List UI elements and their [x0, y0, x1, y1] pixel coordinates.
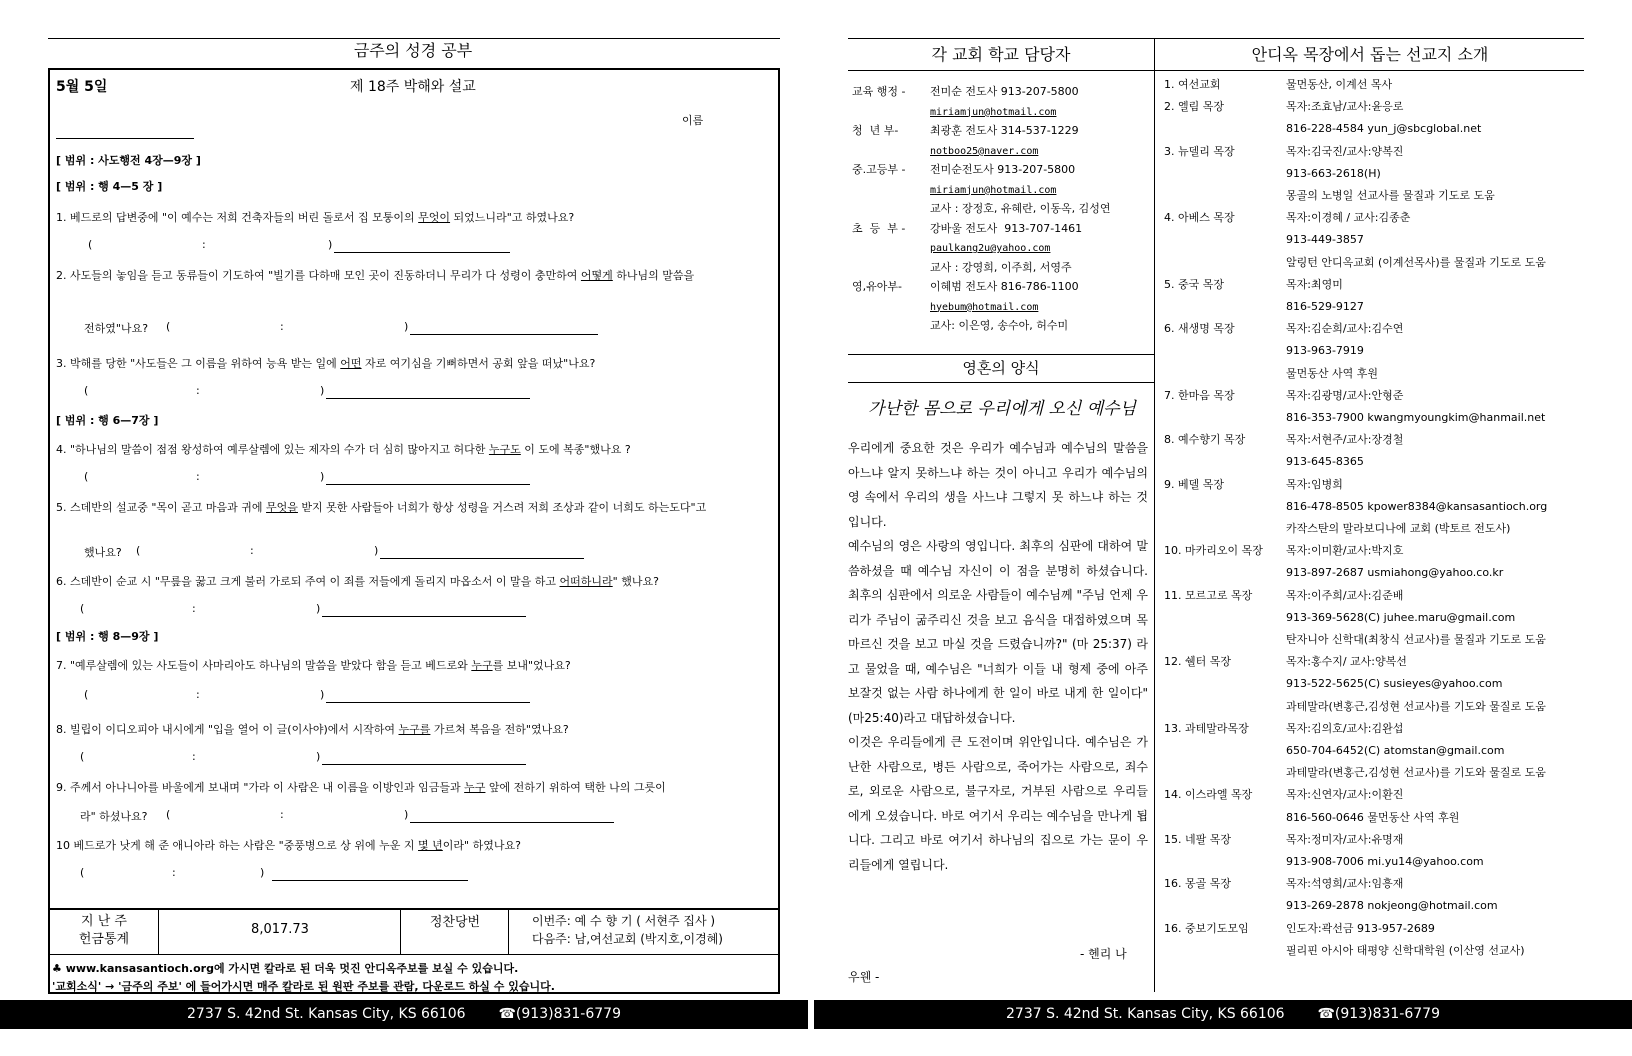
answer-1-line[interactable] [334, 252, 510, 253]
staff-email-link[interactable]: miriamjun@hotmail.com [930, 106, 1057, 118]
mission-detail: 913-449-3857 [1286, 233, 1364, 247]
range-2: [ 범위 : 행 6—7장 ] [56, 414, 159, 427]
mission-group: 2. 엘림 목장 [1164, 100, 1224, 114]
footer-address-right: 2737 S. 42nd St. Kansas City, KS 66106 [1006, 1006, 1285, 1022]
stats-divider-1 [158, 908, 159, 954]
mission-detail: 카작스탄의 말라보디나에 교회 (박토르 전도사) [1286, 522, 1511, 535]
mission-detail: 알링턴 안디옥교회 (이계선목사)를 물질과 기도로 도움 [1286, 255, 1546, 269]
mission-group: 4. 아베스 목장 [1164, 211, 1235, 225]
devotion-paragraph-1: 우리에게 중요한 것은 우리가 예수님과 예수님의 말씀을 아느냐 알지 못하느냐 하는 것이 아니고 우리가 예수님의 영 속에서 우리의 생을 사느냐 그렇지 못 하느냐 하는 것입니다. [848, 441, 1148, 529]
answer-6-colon: : [192, 602, 196, 615]
staff-row [852, 199, 1110, 219]
answer-4-open: ( [84, 470, 89, 483]
mission-detail: 목자:이주희/교사:김준배 [1286, 588, 1404, 602]
mission-detail: 913-522-5625(C) susieyes@yahoo.com [1286, 677, 1503, 691]
question-9: 9. 주께서 아나니아를 바울에게 보내며 "가라 이 사람은 내 이름을 이방인과 임금들과 누구 앞에 전하기 위하여 택한 나의 그릇이 [56, 781, 666, 794]
mission-detail: 과테말라(변홍근,김성현 선교사)를 기도와 물질로 도움 [1286, 766, 1546, 780]
mission-group: 16. 중보기도모임 [1164, 921, 1249, 935]
mission-group: 3. 뉴델리 목장 [1164, 144, 1235, 158]
stats-label-2: 헌금통계 [78, 932, 130, 947]
staff-email-link[interactable]: miriamjun@hotmail.com [930, 184, 1057, 196]
answer-7-colon: : [196, 688, 200, 701]
soul-heading: 영혼의 양식 [962, 359, 1040, 377]
question-5-cont: 했나요? [84, 546, 122, 559]
mission-group: 8. 예수향기 목장 [1164, 433, 1246, 447]
answer-5-colon: : [250, 544, 254, 557]
staff-info: 전미순 전도사 913-207-5800 [930, 85, 1079, 98]
answer-9-line[interactable] [410, 822, 614, 823]
answer-1-open: ( [88, 238, 93, 251]
mission-detail: 물먼동산 사역 후원 [1286, 366, 1379, 380]
answer-9-close: ) [404, 808, 409, 821]
staff-info: 교사 : 강영희, 이주희, 서영주 [930, 260, 1072, 274]
mission-group: 6. 새생명 목장 [1164, 322, 1235, 336]
mission-detail: 과테말라(변홍근,김성현 선교사)를 기도와 물질로 도움 [1286, 699, 1546, 713]
staff-info: 강바울 전도사 913-707-1461 [930, 221, 1083, 235]
mission-detail: 목자:조효남/교사:윤응로 [1286, 100, 1404, 114]
stats-divider-3 [508, 908, 509, 954]
answer-6-line[interactable] [322, 616, 526, 617]
staff-email-link[interactable]: paulkang2u@yahoo.com [930, 243, 1051, 254]
staff-row [852, 219, 1082, 239]
staff-label: 초 등 부 - [852, 221, 906, 235]
staff-heading: 각 교회 학교 담당자 [931, 45, 1071, 64]
mission-detail: 816-529-9127 [1286, 300, 1364, 313]
devotion-paragraph-3: 이것은 우리들에게 큰 도전이며 위안입니다. 예수님은 가난한 사람으로, 병든 사람으로, 죽어가는 사람으로, 죄수로, 외로운 사람으로, 불구자로, 거부된 사람으로 우리들에게 오셨습니다. 바로 여기서 우리는 예수님을 만나게 됩니다. 그리고 바로 여기서 하나님의 집으로 가는 문이 우리들에게 열립니다. [848, 735, 1148, 872]
answer-5-close: ) [374, 544, 379, 557]
staff-label: 중.고등부 - [852, 163, 906, 176]
footer-phone: ☎(913)831-6779 [498, 1006, 621, 1022]
mission-group: 14. 이스라엘 목장 [1164, 788, 1253, 802]
mission-detail: 목자:서현주/교사:장경철 [1286, 433, 1404, 447]
soul-head-rule [848, 382, 1154, 383]
name-line[interactable] [56, 138, 194, 139]
mission-group: 15. 네팔 목장 [1164, 832, 1231, 846]
offering-amount: 8,017.73 [251, 922, 309, 937]
mission-group: 1. 여선교회 [1164, 78, 1221, 91]
answer-1-close: ) [328, 238, 333, 251]
note-download: '교회소식' → '금주의 주보' 에 들어가시면 매주 칼라로 된 원판 주보를 관람, 다운로드 하실 수 있습니다. [52, 980, 555, 993]
answer-4-close: ) [320, 470, 325, 483]
answer-10-open: ( [80, 866, 85, 879]
staff-row [852, 297, 1038, 318]
mission-detail: 목자:홍수지/ 교사:양복선 [1286, 655, 1407, 669]
mission-detail: 816-228-4584 yun_j@sbcglobal.net [1286, 122, 1482, 136]
mission-detail: 913-369-5628(C) juhee.maru@gmail.com [1286, 610, 1516, 624]
range-main: [ 범위 : 사도행전 4장—9장 ] [56, 154, 201, 167]
answer-8-colon: : [192, 750, 196, 763]
question-9-cont: 라" 하셨나요? [80, 810, 148, 823]
staff-label: 교육 행정 - [852, 85, 906, 98]
devotion-paragraph-2: 예수님의 영은 사랑의 영입니다. 최후의 심판에 대하여 말씀하셨을 때 예수님 자신이 이 점을 분명히 하셨습니다. 최후의 심판에서 의로운 사람들이 예수님께 "주님 언제 우리가 주님이 굶주리신 것을 보고 음식을 대접하였으며 목 마르신 것을 보고 마실 것을 드렸습니까?" (마 25:37) 라고 물었을 때, 예수님은 "너희가 이들 내 형제 중에 아주 보잘것 없는 사람 하나에게 한 일이 바로 내게 한 일이다" (마25:40)라고 대답하셨습니다. [848, 539, 1148, 725]
question-4: 4. "하나님의 말씀이 점점 왕성하여 예루살렘에 있는 제자의 수가 더 심히 많아지고 허다한 누구도 이 도에 복종"했나요 ? [56, 443, 631, 456]
footer-left [0, 1000, 808, 1029]
answer-6-close: ) [316, 602, 321, 615]
staff-label: 영,유아부- [852, 280, 902, 293]
answer-3-close: ) [320, 384, 325, 397]
mission-detail: 목자:석영희/교사:임흥재 [1286, 877, 1404, 891]
answer-4-colon: : [196, 470, 200, 483]
staff-label: 청 년 부- [852, 124, 899, 137]
mission-detail: 목자:김광명/교사:안형준 [1286, 388, 1404, 402]
lesson-date: 5월 5일 [56, 79, 108, 95]
mission-detail: 목자:김의호/교사:김완섭 [1286, 721, 1404, 735]
mission-detail: 913-645-8365 [1286, 455, 1364, 469]
question-7: 7. "예루살렘에 있는 사도들이 사마리아도 하나님의 말씀을 받았다 함을 듣고 베드로와 누구를 보내"었나요? [56, 659, 571, 672]
note-website: ♣ www.kansasantioch.org에 가시면 칼라로 된 더욱 멋진 안디옥주보를 보실 수 있습니다. [52, 962, 519, 975]
mission-group: 13. 과테말라목장 [1164, 721, 1249, 735]
right-col-divider [1154, 38, 1155, 992]
mission-detail: 목자:최영미 [1286, 277, 1343, 291]
answer-4-line[interactable] [326, 484, 530, 485]
mission-heading: 안디옥 목장에서 돕는 선교지 소개 [1251, 45, 1489, 64]
question-5: 5. 스데반의 설교중 "목이 곧고 마음과 귀에 무엇을 받지 못한 사람들아 너희가 항상 성령을 거스려 저희 조상과 같이 너희도 하는도다"고 [56, 501, 707, 514]
staff-info: 교사: 이은영, 송수아, 허수미 [930, 319, 1069, 332]
mission-group: 16. 몽골 목장 [1164, 877, 1231, 891]
answer-7-open: ( [84, 688, 89, 701]
staff-info: 전미순전도사 913-207-5800 [930, 163, 1076, 176]
answer-8-line[interactable] [322, 764, 526, 765]
page-title: 금주의 성경 공부 [353, 41, 473, 60]
staff-info: 교사 : 장정호, 유혜란, 이동옥, 김성연 [930, 202, 1111, 215]
mission-detail: 필리핀 아시아 태평양 신학대학원 (이산영 선교사) [1286, 943, 1525, 957]
staff-email-link[interactable]: notboo25@naver.com [930, 145, 1039, 157]
mission-group: 11. 모르고로 목장 [1164, 588, 1253, 602]
range-3: [ 범위 : 행 8—9장 ] [56, 630, 159, 643]
answer-5-open: ( [136, 544, 141, 557]
mission-detail: 650-704-6452(C) atomstan@gmail.com [1286, 744, 1505, 757]
answer-9-open: ( [166, 808, 171, 821]
mission-detail: 목자:임병희 [1286, 477, 1343, 491]
answer-10-line[interactable] [272, 880, 468, 881]
mission-detail: 물먼동산, 이계선 목사 [1286, 78, 1393, 91]
mission-detail: 인도자:곽선금 913-957-2689 [1286, 921, 1435, 935]
staff-row [852, 141, 1038, 162]
right-top-rule [848, 38, 1584, 39]
question-3: 3. 박해를 당한 "사도들은 그 이름을 위하여 능욕 받는 일에 어떤 자로 여기심을 기뻐하면서 공회 앞을 떠났"나요? [56, 357, 596, 370]
answer-2-close: ) [404, 320, 409, 333]
devotion-author-1: - 헨리 나 [1080, 947, 1127, 961]
stats-label-1: 지 난 주 [81, 914, 127, 929]
this-week-duty: 이번주: 예 수 향 기 ( 서현주 집사 ) [532, 914, 716, 928]
answer-8-open: ( [80, 750, 85, 763]
mission-detail: 목자:김순희/교사:김수연 [1286, 322, 1404, 336]
mission-detail: 816-353-7900 kwangmyoungkim@hanmail.net [1286, 411, 1546, 424]
footer-address: 2737 S. 42nd St. Kansas City, KS 66106 [187, 1006, 466, 1022]
staff-info: 이혜범 전도사 816-786-1100 [930, 280, 1079, 293]
mission-detail: 913-269-2878 nokjeong@hotmail.com [1286, 899, 1498, 913]
answer-10-close: ) [260, 866, 265, 879]
answer-7-close: ) [320, 688, 325, 701]
answer-2-open: ( [166, 320, 171, 333]
answer-2-colon: : [280, 320, 284, 333]
mission-detail: 816-560-0646 물먼동산 사역 후원 [1286, 810, 1460, 824]
answer-2-line[interactable] [410, 334, 598, 335]
staff-email-link[interactable]: hyebum@hotmail.com [930, 301, 1039, 313]
mission-detail: 913-897-2687 usmiahong@yahoo.co.kr [1286, 566, 1504, 580]
devotion-body [848, 436, 1148, 877]
mission-detail: 목자:이미환/교사:박지호 [1286, 544, 1404, 558]
range-1: [ 범위 : 행 4—5 장 ] [56, 180, 163, 193]
question-10: 10 베드로가 낫게 해 준 애니아라 하는 사람은 "중풍병으로 상 위에 누운 지 몇 년이라" 하였나요? [56, 839, 521, 852]
answer-3-open: ( [84, 384, 89, 397]
staff-row [852, 160, 1075, 180]
staff-row [852, 82, 1079, 102]
footer-phone-right: ☎(913)831-6779 [1317, 1006, 1440, 1022]
stats-bottom-rule [48, 954, 780, 955]
question-6: 6. 스데반이 순교 시 "무릎을 꿇고 크게 불러 가로되 주여 이 죄를 저들에게 돌리지 마옵소서 이 말을 하고 어떠하니라" 했나요? [56, 575, 659, 588]
staff-info: 최광훈 전도사 314-537-1229 [930, 124, 1079, 137]
question-1: 1. 베드로의 답변중에 "이 예수는 저희 건축자들의 버린 돌로서 집 모퉁이의 무엇이 되었느니라"고 하였나요? [56, 211, 575, 224]
mission-detail: 목자:김국진/교사:양복진 [1286, 144, 1404, 158]
right-head-rule [848, 70, 1584, 71]
mission-group: 10. 마카리오이 목장 [1164, 544, 1263, 558]
next-week-duty: 다음주: 남,여선교회 (박지호,이경혜) [532, 932, 723, 946]
staff-row [852, 121, 1079, 141]
name-label: 이름 [682, 114, 704, 127]
answer-1-colon: : [202, 238, 206, 251]
staff-row [852, 258, 1072, 278]
staff-row [852, 180, 1056, 201]
answer-5-line[interactable] [380, 558, 584, 559]
devotion-title: 가난한 몸으로 우리에게 오신 예수님 [868, 399, 1136, 419]
stats-divider-2 [400, 908, 401, 954]
answer-9-colon: : [280, 808, 284, 821]
staff-row [852, 316, 1068, 336]
question-8: 8. 빌립이 이디오피아 내시에게 "입을 열어 이 글(이사야)에서 시작하여 누구를 가르쳐 복음을 전하"였나요? [56, 723, 569, 736]
footer-right [814, 1000, 1632, 1029]
mission-detail: 913-908-7006 mi.yu14@yahoo.com [1286, 855, 1484, 868]
devotion-author-2: 우웬 - [848, 970, 880, 984]
mission-detail: 탄자니아 신학대(최창식 선교사)를 물질과 기도로 도움 [1286, 633, 1546, 646]
mission-group: 9. 베델 목장 [1164, 477, 1224, 491]
answer-3-line[interactable] [326, 398, 530, 399]
mission-detail: 913-663-2618(H) [1286, 166, 1381, 180]
study-box [48, 68, 780, 994]
answer-3-colon: : [196, 384, 200, 397]
lesson-title: 제 18주 박해와 설교 [350, 79, 476, 95]
mission-detail: 목자:정미자/교사:유명재 [1286, 832, 1404, 846]
question-2: 2. 사도들의 놓임을 듣고 동류들이 기도하여 "빌기를 다하매 모인 곳이 진동하더니 무리가 다 성령이 충만하여 어떻게 하나님의 말씀을 [56, 269, 695, 282]
praise-label: 정찬당번 [429, 915, 481, 930]
staff-row [852, 238, 1050, 259]
mission-detail: 목자:신연자/교사:이환진 [1286, 788, 1404, 802]
answer-10-colon: : [172, 866, 176, 879]
mission-detail: 몽골의 노병일 선교사를 물질과 기도로 도움 [1286, 189, 1495, 202]
mission-group: 5. 중국 목장 [1164, 277, 1224, 291]
mission-detail: 목자:이경혜 / 교사:김종춘 [1286, 211, 1411, 225]
staff-row [852, 277, 1079, 297]
staff-row [852, 102, 1056, 123]
answer-7-line[interactable] [326, 702, 530, 703]
question-2-cont: 전하였"나요? [84, 322, 149, 335]
notes [52, 960, 555, 996]
mission-group: 12. 쉘터 목장 [1164, 655, 1231, 669]
answer-6-open: ( [80, 602, 85, 615]
mission-group: 7. 한마음 목장 [1164, 388, 1235, 402]
mission-detail: 913-963-7919 [1286, 344, 1364, 358]
answer-8-close: ) [316, 750, 321, 763]
mission-detail: 816-478-8505 kpower8384@kansasantioch.org [1286, 499, 1548, 513]
